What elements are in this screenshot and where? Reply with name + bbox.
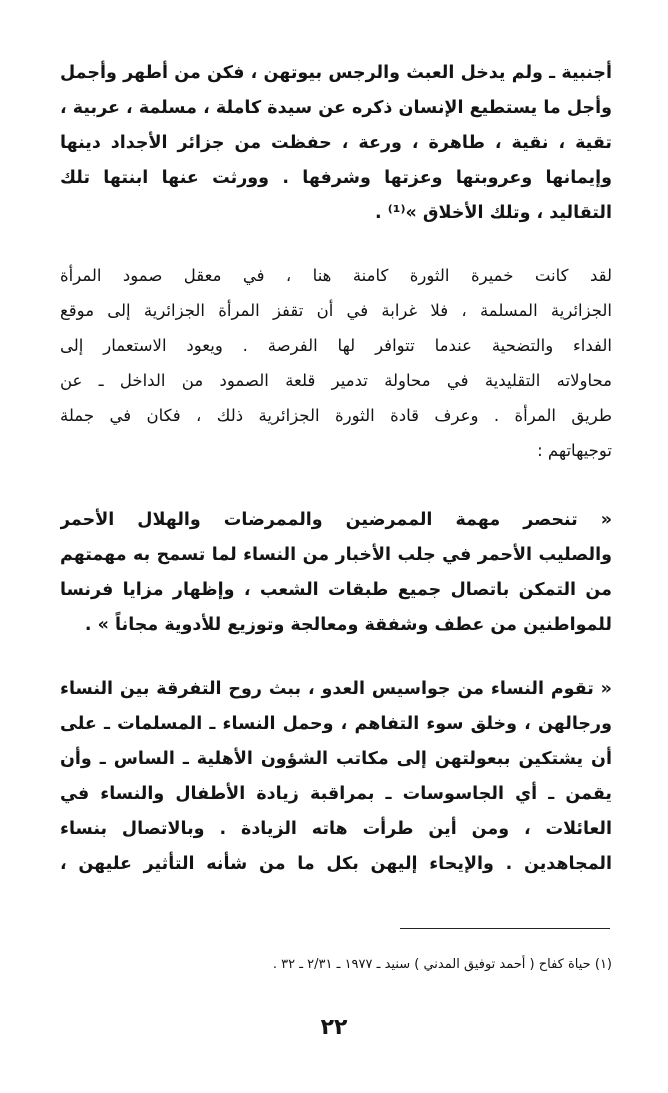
text-line: لقد كانت خميرة الثورة كامنة هنا ، في معقل صمود المرأة: [60, 266, 612, 285]
text-line: وأجل ما يستطيع الإنسان ذكره عن سيدة كاملة ، مسلمة ، عربية ،: [60, 98, 612, 118]
page-number: ٢٢: [320, 1015, 348, 1040]
text-line: « تنحصر مهمة الممرضين والممرضات والهلال الأحمر: [60, 510, 612, 530]
text-line: تقية ، نقية ، طاهرة ، ورعة ، حفظت من جزائر الأجداد دينها: [60, 133, 612, 153]
text-line: يقمن ـ أي الجاسوسات ـ بمراقبة زيادة الأطفال والنساء في: [60, 784, 612, 804]
text-line: والصليب الأحمر في جلب الأخبار من النساء لما تسمح به مهمتهم: [60, 545, 612, 565]
text-line: ورجالهن ، وخلق سوء التفاهم ، وحمل النساء ـ المسلمات ـ على: [60, 714, 612, 734]
text-line: أجنبية ـ ولم يدخل العبث والرجس بيوتهن ، فكن من أطهر وأجمل: [60, 63, 612, 83]
text-line: المجاهدين . والإيحاء إليهن بكل ما من شأنه التأثير عليهن ،: [60, 854, 612, 874]
text-line: الجزائرية المسلمة ، فلا غرابة في أن تقفز المرأة الجزائرية إلى موقع: [60, 301, 612, 320]
text-line: الفداء والتضحية عندما تتوافر لها الفرصة . ويعود الاستعمار إلى: [60, 336, 612, 355]
quotation-2: [60, 672, 612, 882]
text-line: العائلات ، ومن أين طرأت هاته الزيادة . وبالاتصال بنساء: [60, 819, 612, 839]
footnote-divider: [400, 928, 610, 929]
paragraph-2: [60, 258, 612, 468]
text-line: التقاليد ، وتلك الأخلاق »⁽¹⁾ .: [375, 203, 612, 223]
paragraph-1: [60, 56, 612, 231]
text-line: « تقوم النساء من جواسيس العدو ، ببث روح التفرقة بين النساء: [60, 679, 612, 699]
text-line: أن يشتكين ببعولتهن إلى مكاتب الشؤون الأهلية ـ الساس ـ وأن: [60, 749, 612, 769]
text-line: وإيمانها وعروبتها وعزتها وشرفها . وورثت عنها ابنتها تلك: [60, 168, 612, 188]
text-line: للمواطنين من عطف وشفقة ومعالجة وتوزيع للأدوية مجاناً » .: [84, 615, 612, 635]
quotation-1: [60, 503, 612, 643]
text-line: من التمكن باتصال جميع طبقات الشعب ، وإظهار مزايا فرنسا: [60, 580, 612, 600]
text-line: توجيهاتهم :: [537, 441, 612, 460]
text-line: محاولاته التقليدية في محاولة تدمير قلعة الصمود من الداخل ـ عن: [60, 371, 612, 390]
text-line: طريق المرأة . وعرف قادة الثورة الجزائرية ذلك ، فكان في جملة: [60, 406, 612, 425]
footnote: (١) حياة كفاح ( أحمد توفيق المدني ) سنيد ـ ١٩٧٧ ـ ٢/٣١ ـ ٣٢ .: [272, 957, 612, 972]
